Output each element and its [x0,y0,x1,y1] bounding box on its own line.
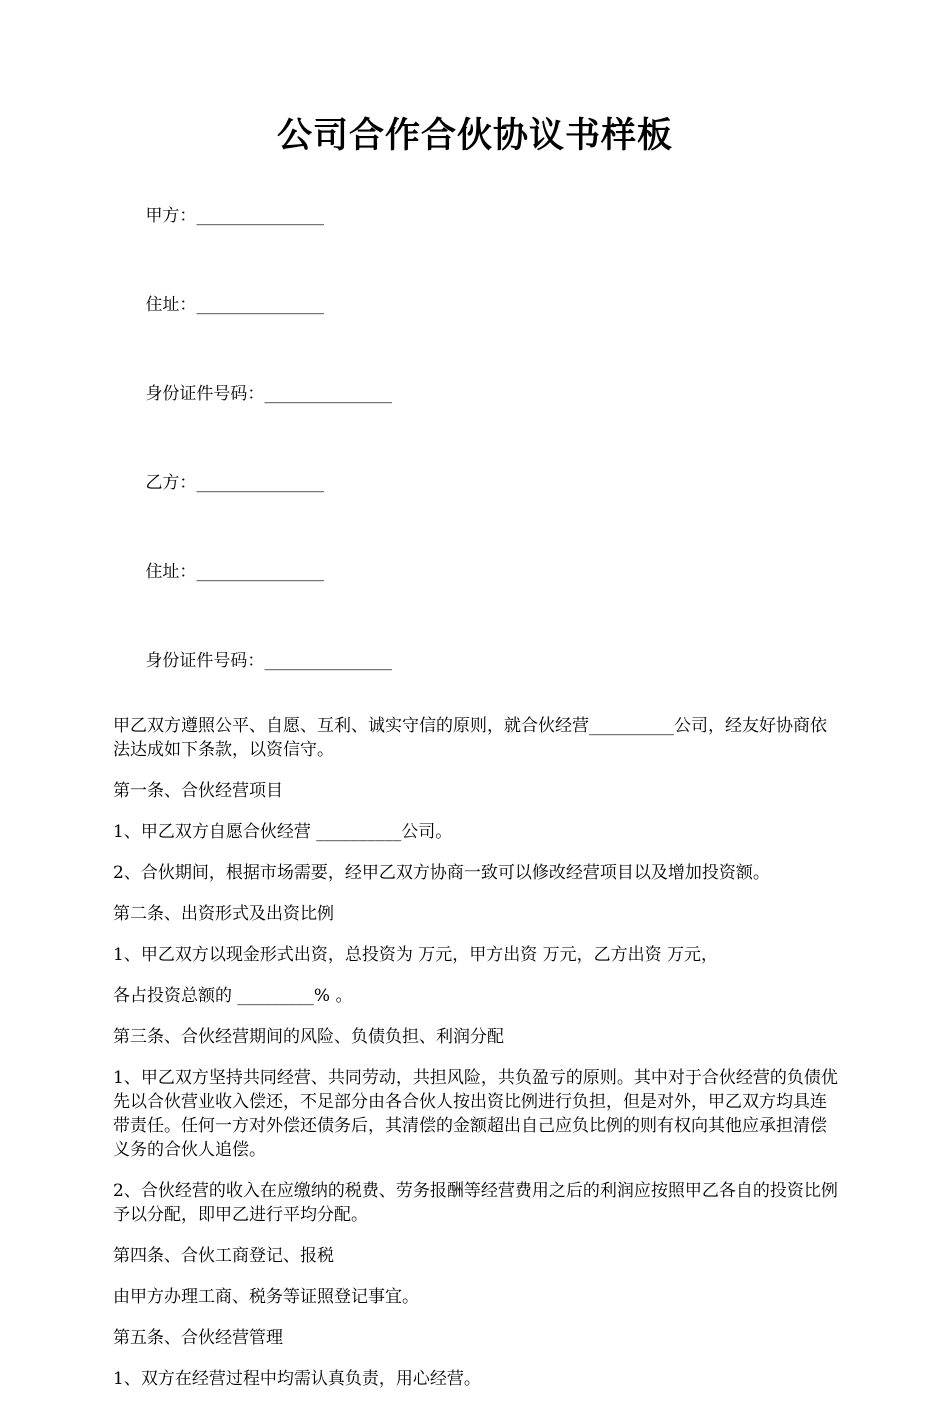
article-3-heading: 第三条、合伙经营期间的风险、负债负担、利润分配 [113,1027,504,1047]
party-b-address-blank: _______________ [196,562,324,582]
document-body [113,180,843,1408]
article-1-heading: 第一条、合伙经营项目 [113,781,283,801]
party-a-line [113,180,843,252]
article-1-item-2: 2、合伙期间，根据市场需要，经甲乙双方协商一致可以修改经营项目以及增加投资额。 [113,863,770,883]
article-3-item-1: 1、甲乙双方坚持共同经营、共同劳动，共担风险，共负盈亏的原则。其中对于合伙经营的负债优先以合伙营业收入偿还，不足部分由各合伙人按出资比例进行负担，但是对外，甲乙双方均具连带责任。任何一方对外偿还债务后，其清偿的金额超出自己应负比例的则有权向其他应承担清偿义务的合伙人追偿。 [113,1068,838,1160]
article-5-heading: 第五条、合伙经营管理 [113,1328,283,1348]
party-a-label: 甲方： [145,206,197,226]
party-b-line [113,447,843,519]
article-1-item-1: 1、甲乙双方自愿合伙经营 __________公司。 [113,822,453,842]
party-b-blank: _______________ [196,473,324,493]
party-a-id-line [113,358,843,430]
party-b-address-label: 住址： [145,562,197,582]
party-b-label: 乙方： [145,473,197,493]
article-4-item: 由甲方办理工商、税务等证照登记事宜。 [113,1287,419,1307]
party-a-id-blank: _______________ [264,384,392,404]
intro-paragraph: 甲乙双方遵照公平、自愿、互利、诚实守信的原则，就合伙经营__________公司，经友好协商依法达成如下条款，以资信守。 [113,716,827,760]
article-2-item-1: 1、甲乙双方以现金形式出资，总投资为 万元，甲方出资 万元，乙方出资 万元， [113,945,719,965]
article-2-item-1-continued: 各占投资总额的 _________% 。 [113,986,353,1006]
party-b-id-label: 身份证件号码： [145,651,265,671]
article-4-heading: 第四条、合伙工商登记、报税 [113,1246,334,1266]
party-a-blank: _______________ [196,206,324,226]
party-a-address-label: 住址： [145,295,197,315]
article-5-item-1: 1、双方在经营过程中均需认真负责，用心经营。 [113,1369,481,1389]
party-a-address-blank: _______________ [196,295,324,315]
party-b-id-blank: _______________ [264,651,392,671]
party-a-id-label: 身份证件号码： [145,384,265,404]
article-3-item-2: 2、合伙经营的收入在应缴纳的税费、劳务报酬等经营费用之后的利润应按照甲乙各自的投资比例予以分配，即甲乙进行平均分配。 [113,1181,838,1225]
party-b-id-line [113,625,843,697]
party-b-address-line [113,536,843,608]
party-a-address-line [113,269,843,341]
document-title: 公司合作合伙协议书样板 [276,116,673,156]
article-2-heading: 第二条、出资形式及出资比例 [113,904,334,924]
